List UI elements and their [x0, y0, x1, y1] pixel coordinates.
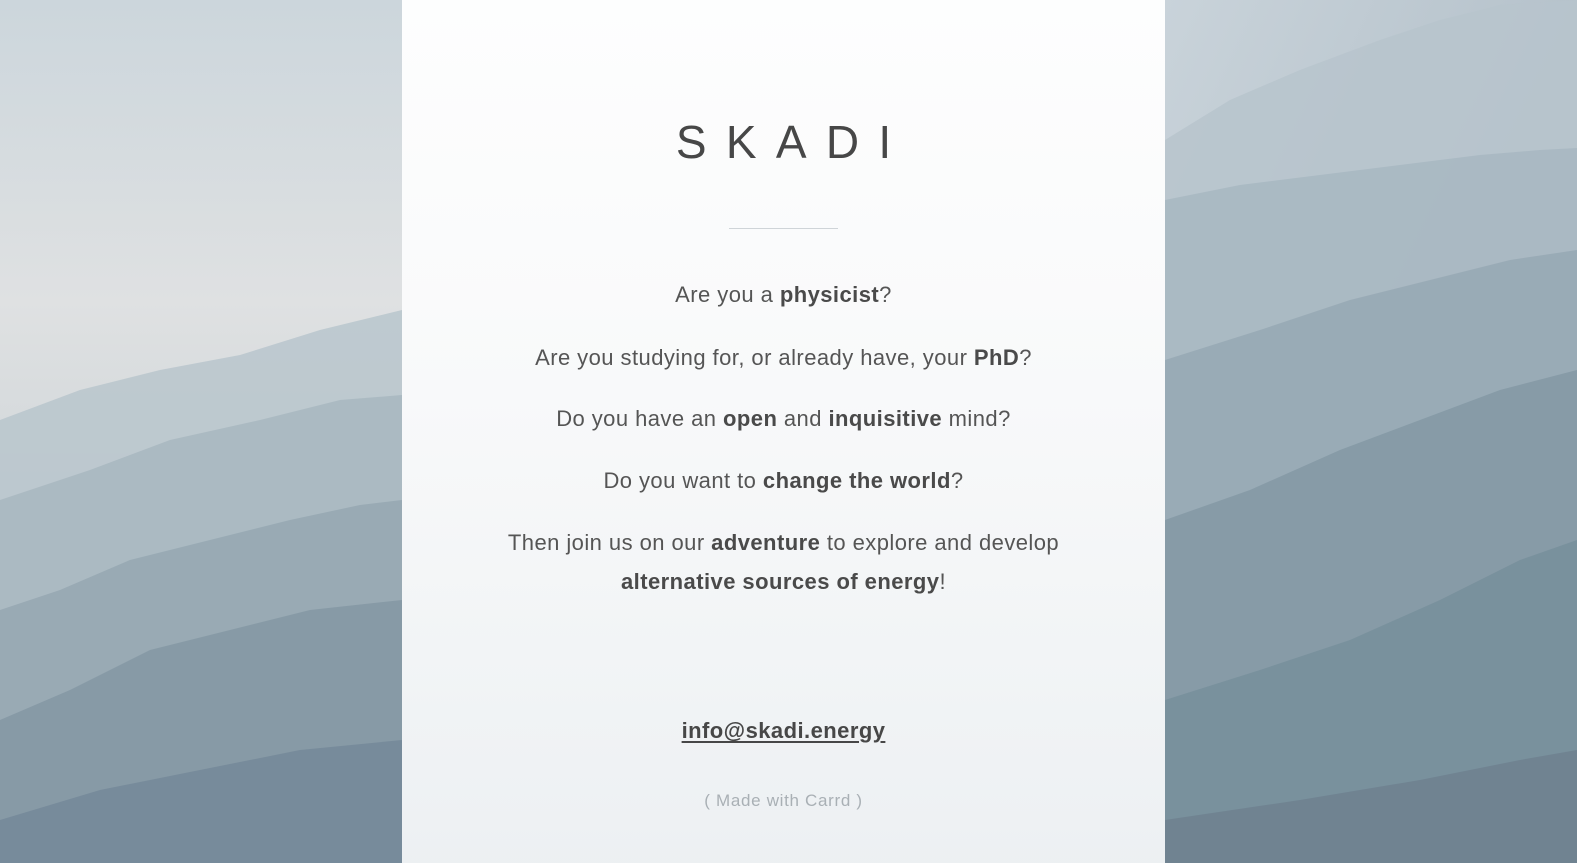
- email-link[interactable]: info@skadi.energy: [681, 718, 886, 743]
- contact-email: [402, 713, 1165, 749]
- question-text: Are you studying for, or already have, your: [535, 345, 974, 370]
- question-text: Do you have an: [556, 406, 724, 431]
- question-emphasis: alternative sources of energy: [620, 569, 940, 594]
- question-text: and: [777, 406, 829, 431]
- question-text: Are you a: [675, 282, 780, 307]
- question-emphasis: adventure: [711, 530, 821, 555]
- question-text: mind?: [942, 406, 1011, 431]
- question-text: ?: [879, 282, 892, 307]
- question-emphasis: open: [723, 406, 778, 431]
- made-with-carrd-link[interactable]: ( Made with Carrd ): [704, 791, 863, 810]
- question-text: !: [939, 569, 946, 594]
- invitation-text: [402, 523, 1165, 601]
- question-change-world: [402, 461, 1165, 500]
- content-panel: [402, 0, 1165, 863]
- question-emphasis: PhD: [973, 345, 1020, 370]
- question-phd: [402, 338, 1165, 377]
- question-physicist: [402, 275, 1165, 314]
- site-title: SKADI: [675, 116, 911, 168]
- title-divider: [729, 228, 838, 229]
- question-text: to explore and develop: [820, 530, 1060, 555]
- question-emphasis: change the world: [762, 468, 951, 493]
- question-text: ?: [950, 468, 964, 493]
- question-emphasis: inquisitive: [828, 406, 943, 431]
- question-emphasis: physicist: [779, 282, 880, 307]
- question-mind: [402, 399, 1165, 438]
- question-text: ?: [1019, 345, 1032, 370]
- question-text: Do you want to: [603, 468, 763, 493]
- question-text: Then join us on our: [507, 530, 712, 555]
